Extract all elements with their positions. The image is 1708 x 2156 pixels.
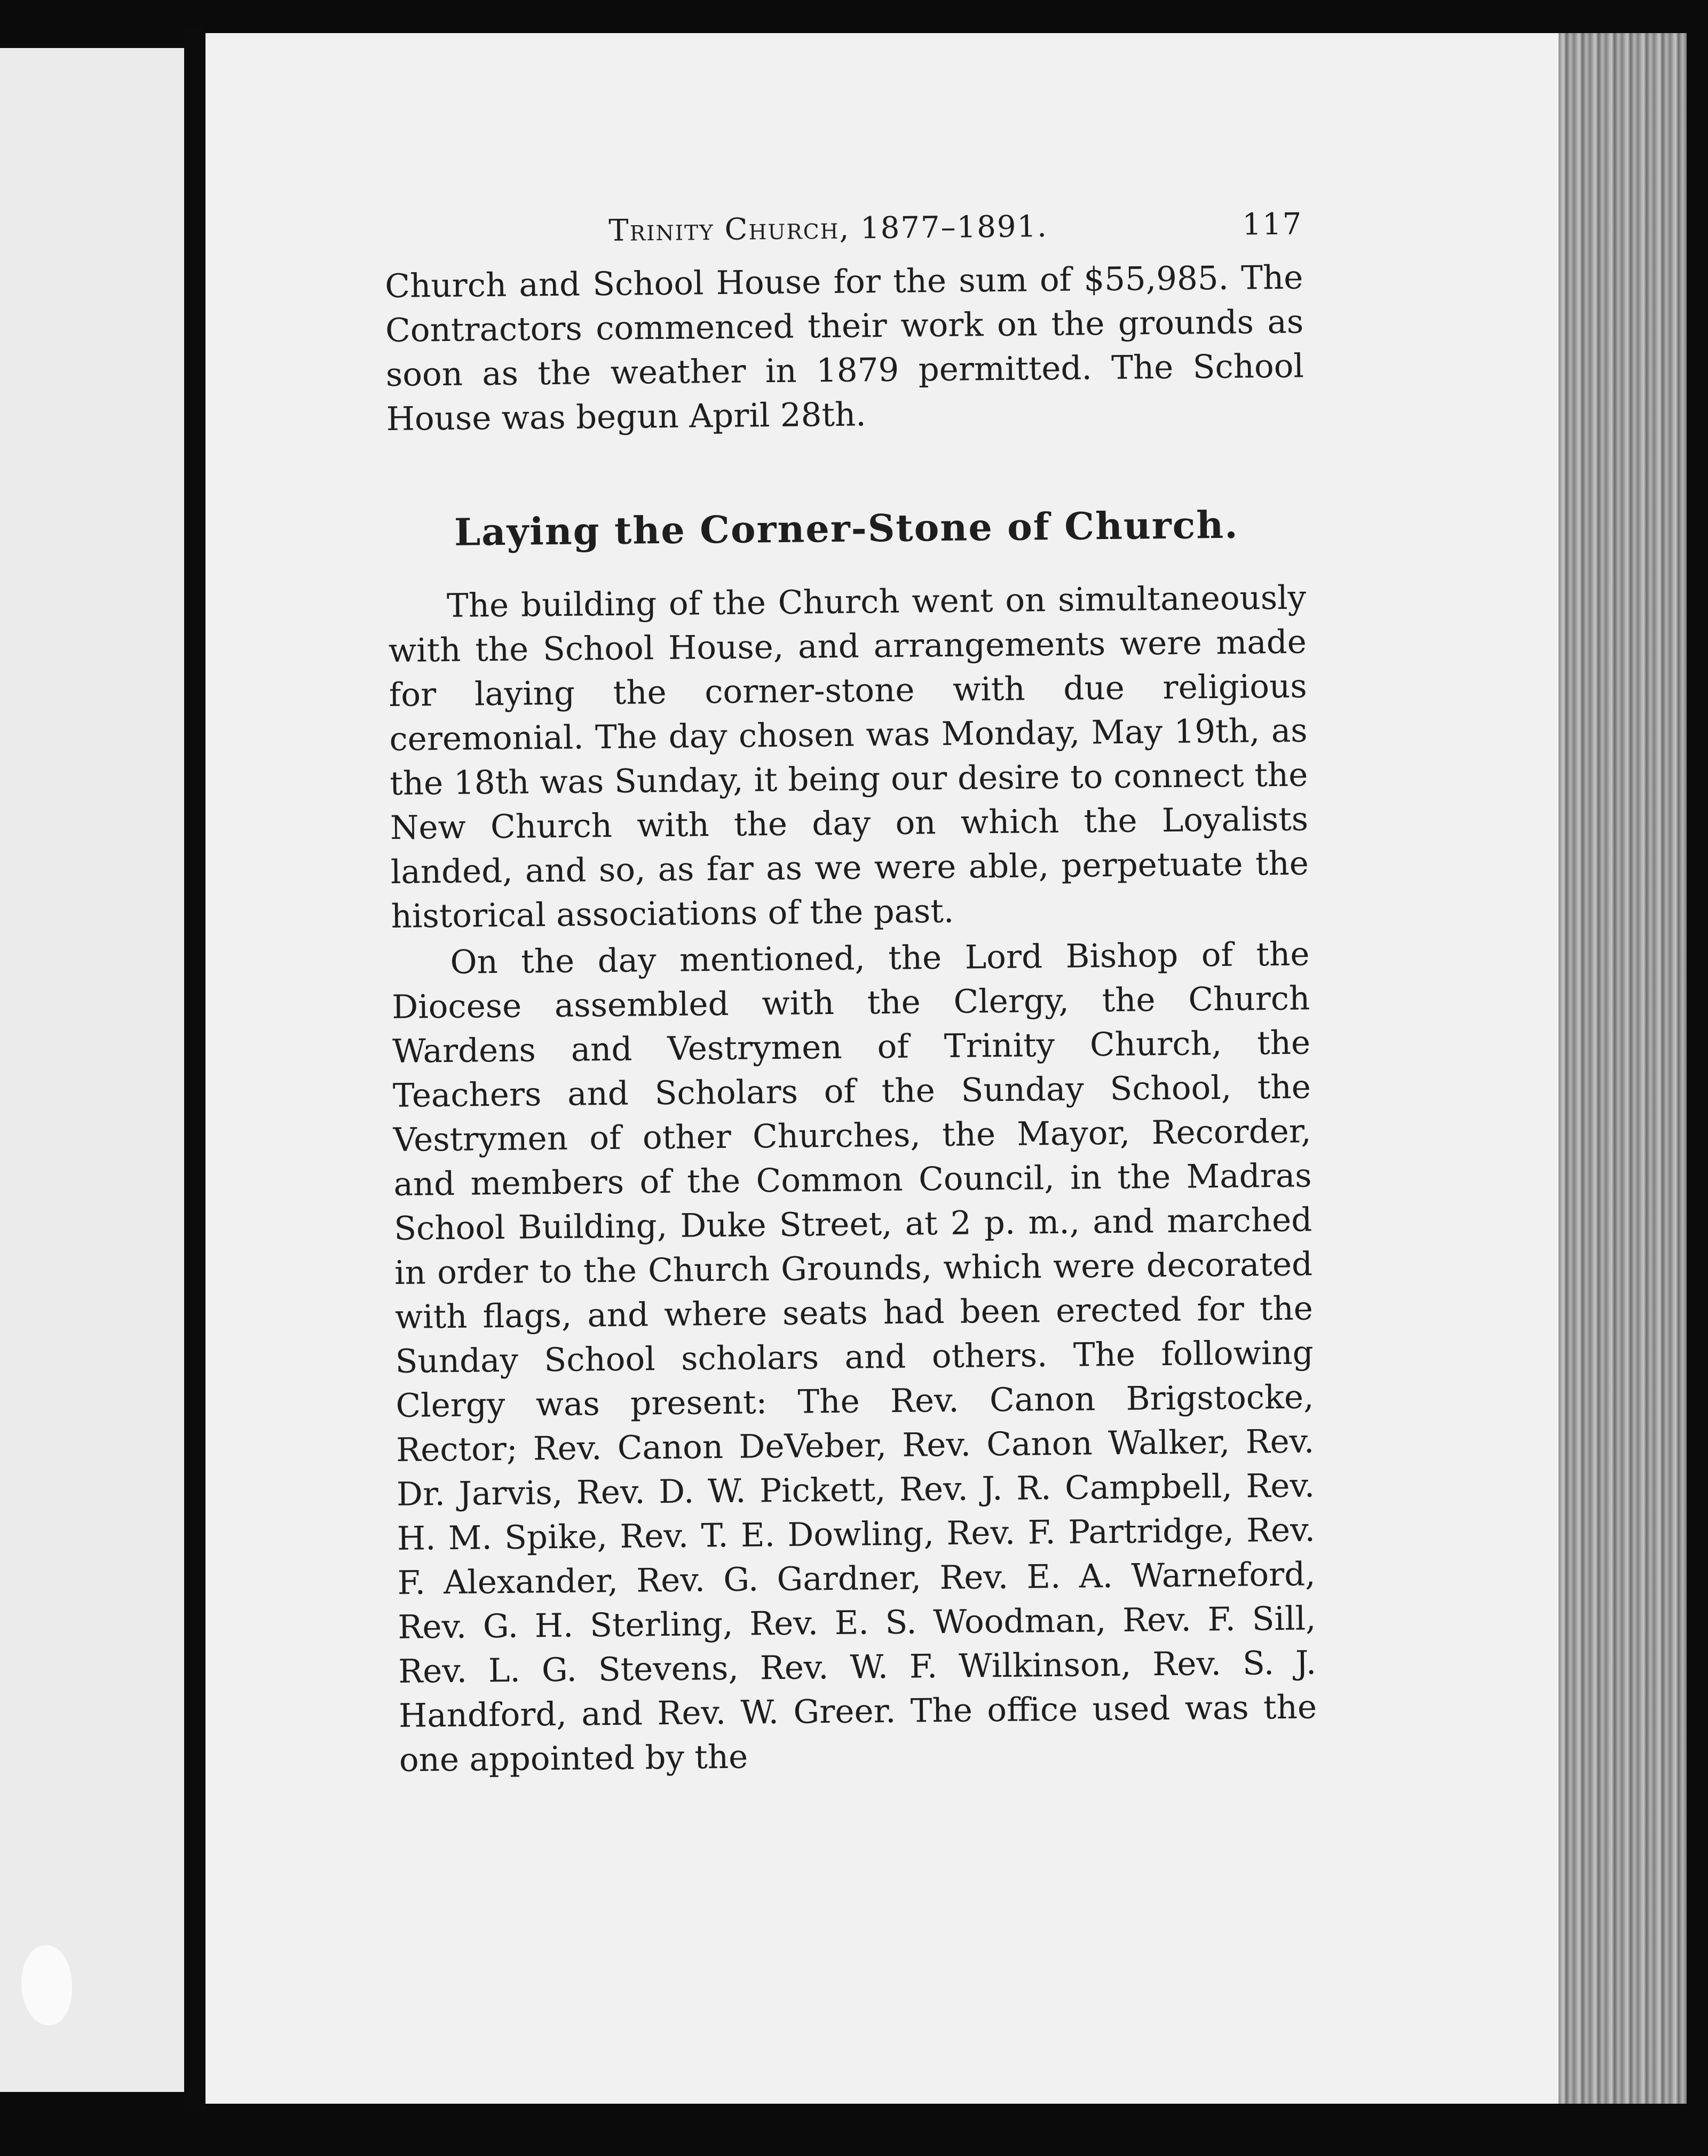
left-line-end	[14, 568, 175, 614]
left-line-end	[14, 750, 175, 795]
left-line-end	[14, 1339, 175, 1385]
left-line-end	[14, 977, 175, 1022]
page-text-block	[384, 202, 1317, 1782]
left-line-end	[14, 1067, 175, 1113]
left-line-end	[14, 1249, 175, 1294]
left-line-end	[14, 1158, 175, 1203]
running-head	[384, 202, 1303, 264]
page-number: 117	[1242, 207, 1303, 242]
left-line-end	[14, 886, 175, 931]
intro-paragraph: Church and School House for the sum of $55,985. The Contractors commenced their work on the grounds as soon as the weather in 1879 permitted. The School House was begun April 28th.	[385, 258, 1304, 438]
scan-border	[1687, 0, 1708, 2156]
left-line-end	[14, 931, 175, 977]
paper-stain	[21, 1945, 72, 2025]
left-line-end	[14, 1203, 175, 1249]
left-line-end	[14, 614, 175, 659]
left-line-end	[14, 841, 175, 886]
left-line-end	[14, 659, 175, 704]
page-edge-strips	[1559, 33, 1687, 2104]
left-line-end	[14, 1476, 175, 1521]
body-paragraph-2: On the day mentioned, the Lord Bishop of the Diocese assembled with the Clergy, the Church Wardens and Vestrymen of Trinity Church, the Teachers and Scholars of the Sunday School, the Vestrymen of other Churches, the Mayor, Recorder, and members of the Common Council, in the Madras School Building, Duke Street, at 2 p. m., and marched in order to the Church Grounds, which were decorated with flags, and where seats had been erected for the Sunday School scholars and others. The following Clergy was present: The Rev. Canon Brigstocke, Rector; Rev. Canon DeVeber, Rev. Canon Walker, Rev. Dr. Jarvis, Rev. D. W. Pickett, Rev. J. R. Campbell, Rev. H. M. Spike, Rev. T. E. Dowling, Rev. F. Partridge, Rev. F. Alexander, Rev. G. Gardner, Rev. E. A. Warneford, Rev. G. H. Sterling, Rev. E. S. Woodman, Rev. F. Sill, Rev. L. G. Stevens, Rev. W. F. Wilkinson, Rev. S. J. Handford, and Rev. W. Greer. The office used was the one appointed by the	[391, 935, 1317, 1779]
left-line-end	[14, 1294, 175, 1339]
left-line-end	[14, 1385, 175, 1430]
running-head-title: Trinity Church, 1877–1891.	[608, 209, 1048, 248]
book-gutter	[184, 27, 205, 2113]
left-page-line-ends	[14, 432, 175, 1521]
left-page	[0, 48, 184, 2092]
left-line-end	[14, 1113, 175, 1158]
body-paragraph-1: The building of the Church went on simultaneously with the School House, and arrangements were made for laying the corner-stone with due religious ceremonial. The day chosen was Monday, May 19th, as the 18th was Sunday, it being our desire to connect the New Church with the day on which the Loyalists landed, and so, as far as we were able, perpetuate the historical associations of the past.	[388, 578, 1309, 936]
left-line-end	[14, 1430, 175, 1476]
left-line-end	[14, 432, 175, 478]
left-line-end	[14, 523, 175, 568]
left-line-end	[14, 795, 175, 841]
left-line-end	[14, 478, 175, 523]
section-heading: Laying the Corner-Stone of Church.	[454, 502, 1239, 554]
left-line-end	[14, 1022, 175, 1067]
left-line-end	[14, 704, 175, 750]
